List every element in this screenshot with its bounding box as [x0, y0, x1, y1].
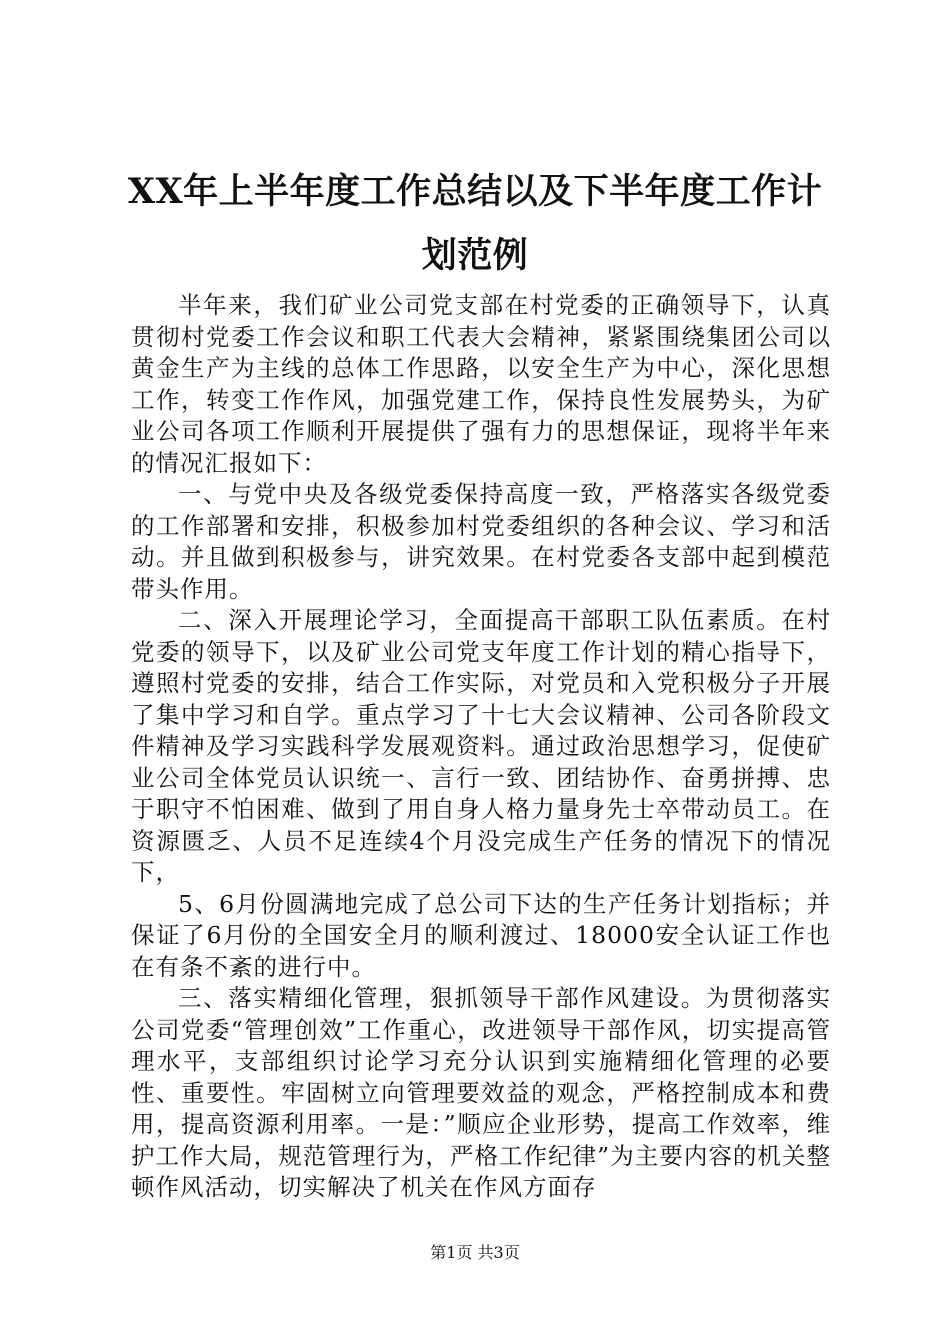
- paragraph-section-2: 二、深入开展理论学习，全面提高干部职工队伍素质。在村党委的领导下，以及矿业公司党支年度工作计划的精心指导下，遵照村党委的安排，结合工作实际，对党员和入党积极分子开展了集中学习和自学。重点学习了十七大会议精神、公司各阶段文件精神及学习实践科学发展观资料。通过政治思想学习，促使矿业公司全体党员认识统一、言行一致、团结协作、奋勇拼搏、忠于职守不怕困难、做到了用自身人格力量身先士卒带动员工。在资源匮乏、人员不足连续4个月没完成生产任务的情况下的情况下，: [131, 606, 831, 886]
- paragraph-section-3: 三、落实精细化管理，狠抓领导干部作风建设。为贯彻落实公司党委“管理创效”工作重心，改进领导干部作风，切实提高管理水平，支部组织讨论学习充分认识到实施精细化管理的必要性、重要性。牢固树立向管理要效益的观念，严格控制成本和费用，提高资源利用率。一是：”顺应企业形势，提高工作效率，维护工作大局，规范管理行为，严格工作纪律”为主要内容的机关整顿作风活动，切实解决了机关在作风方面存: [131, 984, 831, 1201]
- document-title: XX年上半年度工作总结以及下半年度工作计划范例: [127, 171, 823, 276]
- paragraph-intro: 半年来，我们矿业公司党支部在村党委的正确领导下，认真贯彻村党委工作会议和职工代表大会精神，紧紧围绕集团公司以黄金生产为主线的总体工作思路，以安全生产为中心，深化思想工作，转变工作作风，加强党建工作，保持良性发展势头，为矿业公司各项工作顺利开展提供了强有力的思想保证，现将半年来的情况汇报如下：: [131, 291, 831, 477]
- paragraph-production: 5、6月份圆满地完成了总公司下达的生产任务计划指标；并保证了6月份的全国安全月的顺利渡过、18000安全认证工作也在有条不紊的进行中。: [131, 889, 831, 981]
- page-footer: 第1页 共3页: [430, 1243, 520, 1262]
- paragraph-section-1: 一、与党中央及各级党委保持高度一致，严格落实各级党委的工作部署和安排，积极参加村党委组织的各种会议、学习和活动。并且做到积极参与，讲究效果。在村党委各支部中起到模范带头作用。: [131, 480, 831, 603]
- document-body: [131, 290, 831, 1204]
